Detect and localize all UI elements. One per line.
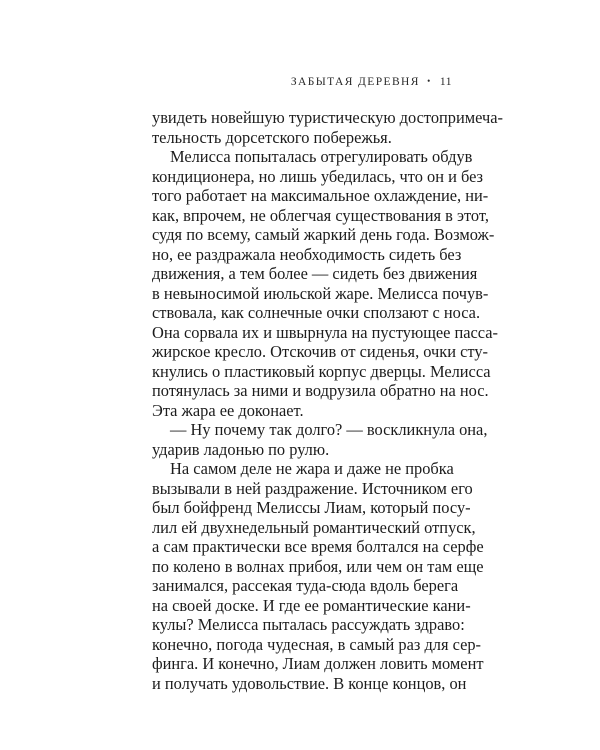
text-line: движения, а тем более — сидеть без движения (152, 264, 478, 283)
text-line: увидеть новейшую туристическую достопримеча- (152, 108, 503, 127)
text-line: и получать удовольствие. В конце концов, он (152, 673, 467, 693)
text-line: судя по всему, самый жаркий день года. Возмож- (152, 225, 495, 244)
text-line: тельность дорсетского побережья. (152, 127, 392, 147)
running-title: ЗАБЫТАЯ ДЕРЕВНЯ (290, 76, 420, 88)
text-line: ствовала, как солнечные очки сползают с носа. (152, 303, 481, 322)
text-line: по колено в волнах прибоя, или чем он там еще (152, 556, 484, 576)
text-line: — Ну почему так долго? — воскликнула она, (170, 420, 488, 439)
text-line: Мелисса попыталась отрегулировать обдув (170, 147, 473, 166)
text-line: лил ей двухнедельный романтический отпуск, (152, 517, 476, 537)
text-line: кулы? Мелисса пыталась рассуждать здраво: (152, 615, 465, 634)
text-line: ударив ладонью по рулю. (152, 439, 330, 459)
text-line: того работает на максимальное охлаждение, ни- (152, 186, 489, 205)
running-header (291, 76, 452, 88)
text-line: На самом деле не жара и даже не пробка (170, 459, 454, 478)
text-line: был бойфренд Мелиссы Лиам, который посу- (152, 498, 471, 517)
page-number: 11 (439, 76, 452, 88)
text-line: на своей доске. И где ее романтические кани- (152, 595, 471, 615)
text-line: в невыносимой июльской жаре. Мелисса почув- (152, 283, 489, 303)
text-line: жирское кресло. Отскочив от сиденья, очки сту- (152, 342, 488, 361)
body-text (152, 108, 503, 693)
text-line: финга. И конечно, Лиам должен ловить момент (152, 654, 484, 673)
text-line: но, ее раздражала необходимость сидеть без (152, 244, 462, 264)
header-separator: • (427, 76, 432, 86)
text-line: а сам практически все время болтался на серфе (152, 537, 484, 556)
text-line: кнулись о пластиковый корпус дверцы. Мелисса (152, 361, 491, 381)
text-line: конечно, погода чудесная, в самый раз для сер- (152, 634, 482, 654)
text-line: Она сорвала их и швырнула на пустующее пасса- (152, 322, 499, 342)
text-line: потянулась за ними и водрузила обратно на нос. (152, 381, 489, 400)
text-line: вызывали в ней раздражение. Источником его (152, 478, 473, 498)
text-line: как, впрочем, не облегчая существования в этот, (152, 205, 489, 225)
text-line: кондиционера, но лишь убедилась, что он и без (152, 166, 484, 186)
text-line: занимался, рассекая туда-сюда вдоль берега (152, 576, 459, 595)
text-line: Эта жара ее доконает. (152, 400, 304, 420)
